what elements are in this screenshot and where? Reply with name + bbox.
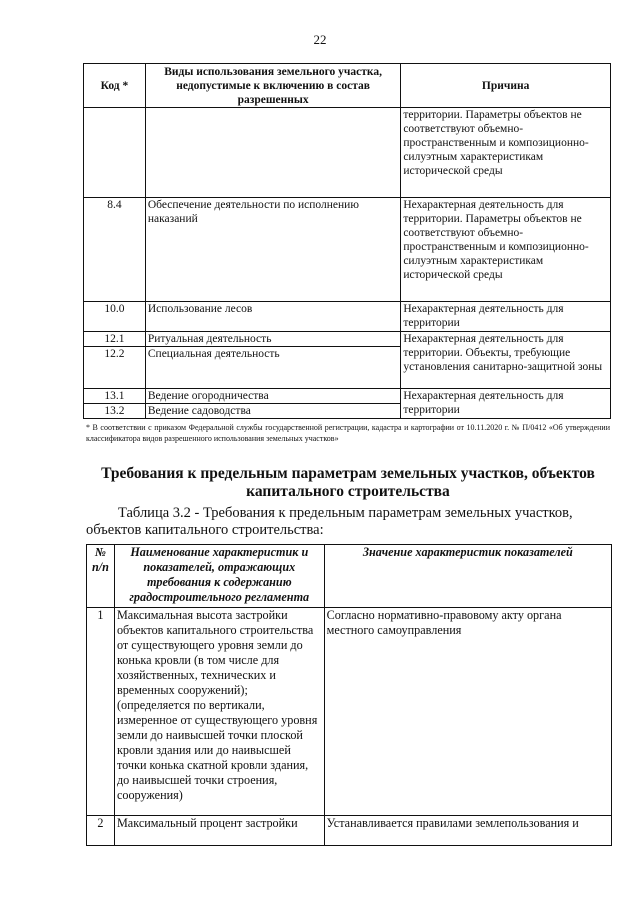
use-cell: Использование лесов (145, 302, 400, 332)
header-code: Код * (84, 64, 146, 108)
code-cell: 13.2 (84, 404, 146, 419)
characteristic-cell: Максимальная высота застройки объектов капитального строительства от существующего уровня земли до конька кровли (в том числе для хозяйственных, технических и временных сооружений); (определяется по вертикали, измеренное от существующего уровня земли до наивысшей точки плоской кровли здания или до наивысшей точки конька скатной кровли здания, до наивысшей точки строения, сооружения) (114, 608, 324, 816)
code-cell: 13.1 (84, 389, 146, 404)
header-characteristic: Наименование характеристик и показателей, отражающих требования к содержанию градостроительного регламента (114, 545, 324, 608)
code-cell: 10.0 (84, 302, 146, 332)
header-use: Виды использования земельного участка, недопустимые к включению в состав разрешенных (145, 64, 400, 108)
use-cell (145, 108, 400, 198)
characteristic-cell: Максимальный процент застройки (114, 816, 324, 846)
use-cell: Специальная деятельность (145, 347, 400, 389)
reason-cell: территории. Параметры объектов не соответствуют объемно-пространственным и композиционно-силуэтным характеристикам исторической среды (401, 108, 611, 198)
value-cell: Согласно нормативно-правовому акту органа местного самоуправления (324, 608, 611, 816)
code-cell: 12.1 (84, 332, 146, 347)
table-row (87, 816, 612, 846)
use-cell: Ведение садоводства (145, 404, 400, 419)
code-cell (84, 108, 146, 198)
land-use-table (83, 63, 611, 419)
table-caption-continued: объектов капитального строительства: (86, 522, 324, 538)
use-cell: Ведение огородничества (145, 389, 400, 404)
table-row (84, 332, 611, 347)
table-row (84, 198, 611, 302)
page-number: 22 (313, 32, 327, 47)
table-row (84, 302, 611, 332)
value-cell: Устанавливается правилами землепользования и (324, 816, 611, 846)
number-cell: 1 (87, 608, 115, 816)
header-value: Значение характеристик показателей (324, 545, 611, 608)
table-caption: Таблица 3.2 - Требования к предельным параметрам земельных участков, (118, 505, 573, 521)
use-cell: Ритуальная деятельность (145, 332, 400, 347)
parameters-table (86, 544, 612, 846)
footnote: * В соответствии с приказом Федеральной службы государственной регистрации, кадастра и картографии от 10.11.2020 г. № П/0412 «Об утверждении классификатора видов разрешенного использования земельных участков» (86, 423, 610, 443)
table-row (84, 108, 611, 198)
code-cell: 8.4 (84, 198, 146, 302)
reason-cell: Нехарактерная деятельность для территории (401, 302, 611, 332)
header-number: № п/п (87, 545, 115, 608)
reason-cell: Нехарактерная деятельность для территории. Параметры объектов не соответствуют объемно-пространственным и композиционно-силуэтным характеристикам исторической среды (401, 198, 611, 302)
reason-cell: Нехарактерная деятельность для территории. Объекты, требующие установления санитарно-защитной зоны (401, 332, 611, 389)
reason-cell: Нехарактерная деятельность для территории (401, 389, 611, 419)
code-cell: 12.2 (84, 347, 146, 389)
use-cell: Обеспечение деятельности по исполнению наказаний (145, 198, 400, 302)
section-heading: Требования к предельным параметрам земельных участков, объектов капитального строительства (101, 465, 595, 500)
table-row (84, 389, 611, 404)
header-reason: Причина (401, 64, 611, 108)
table-row (87, 608, 612, 816)
number-cell: 2 (87, 816, 115, 846)
